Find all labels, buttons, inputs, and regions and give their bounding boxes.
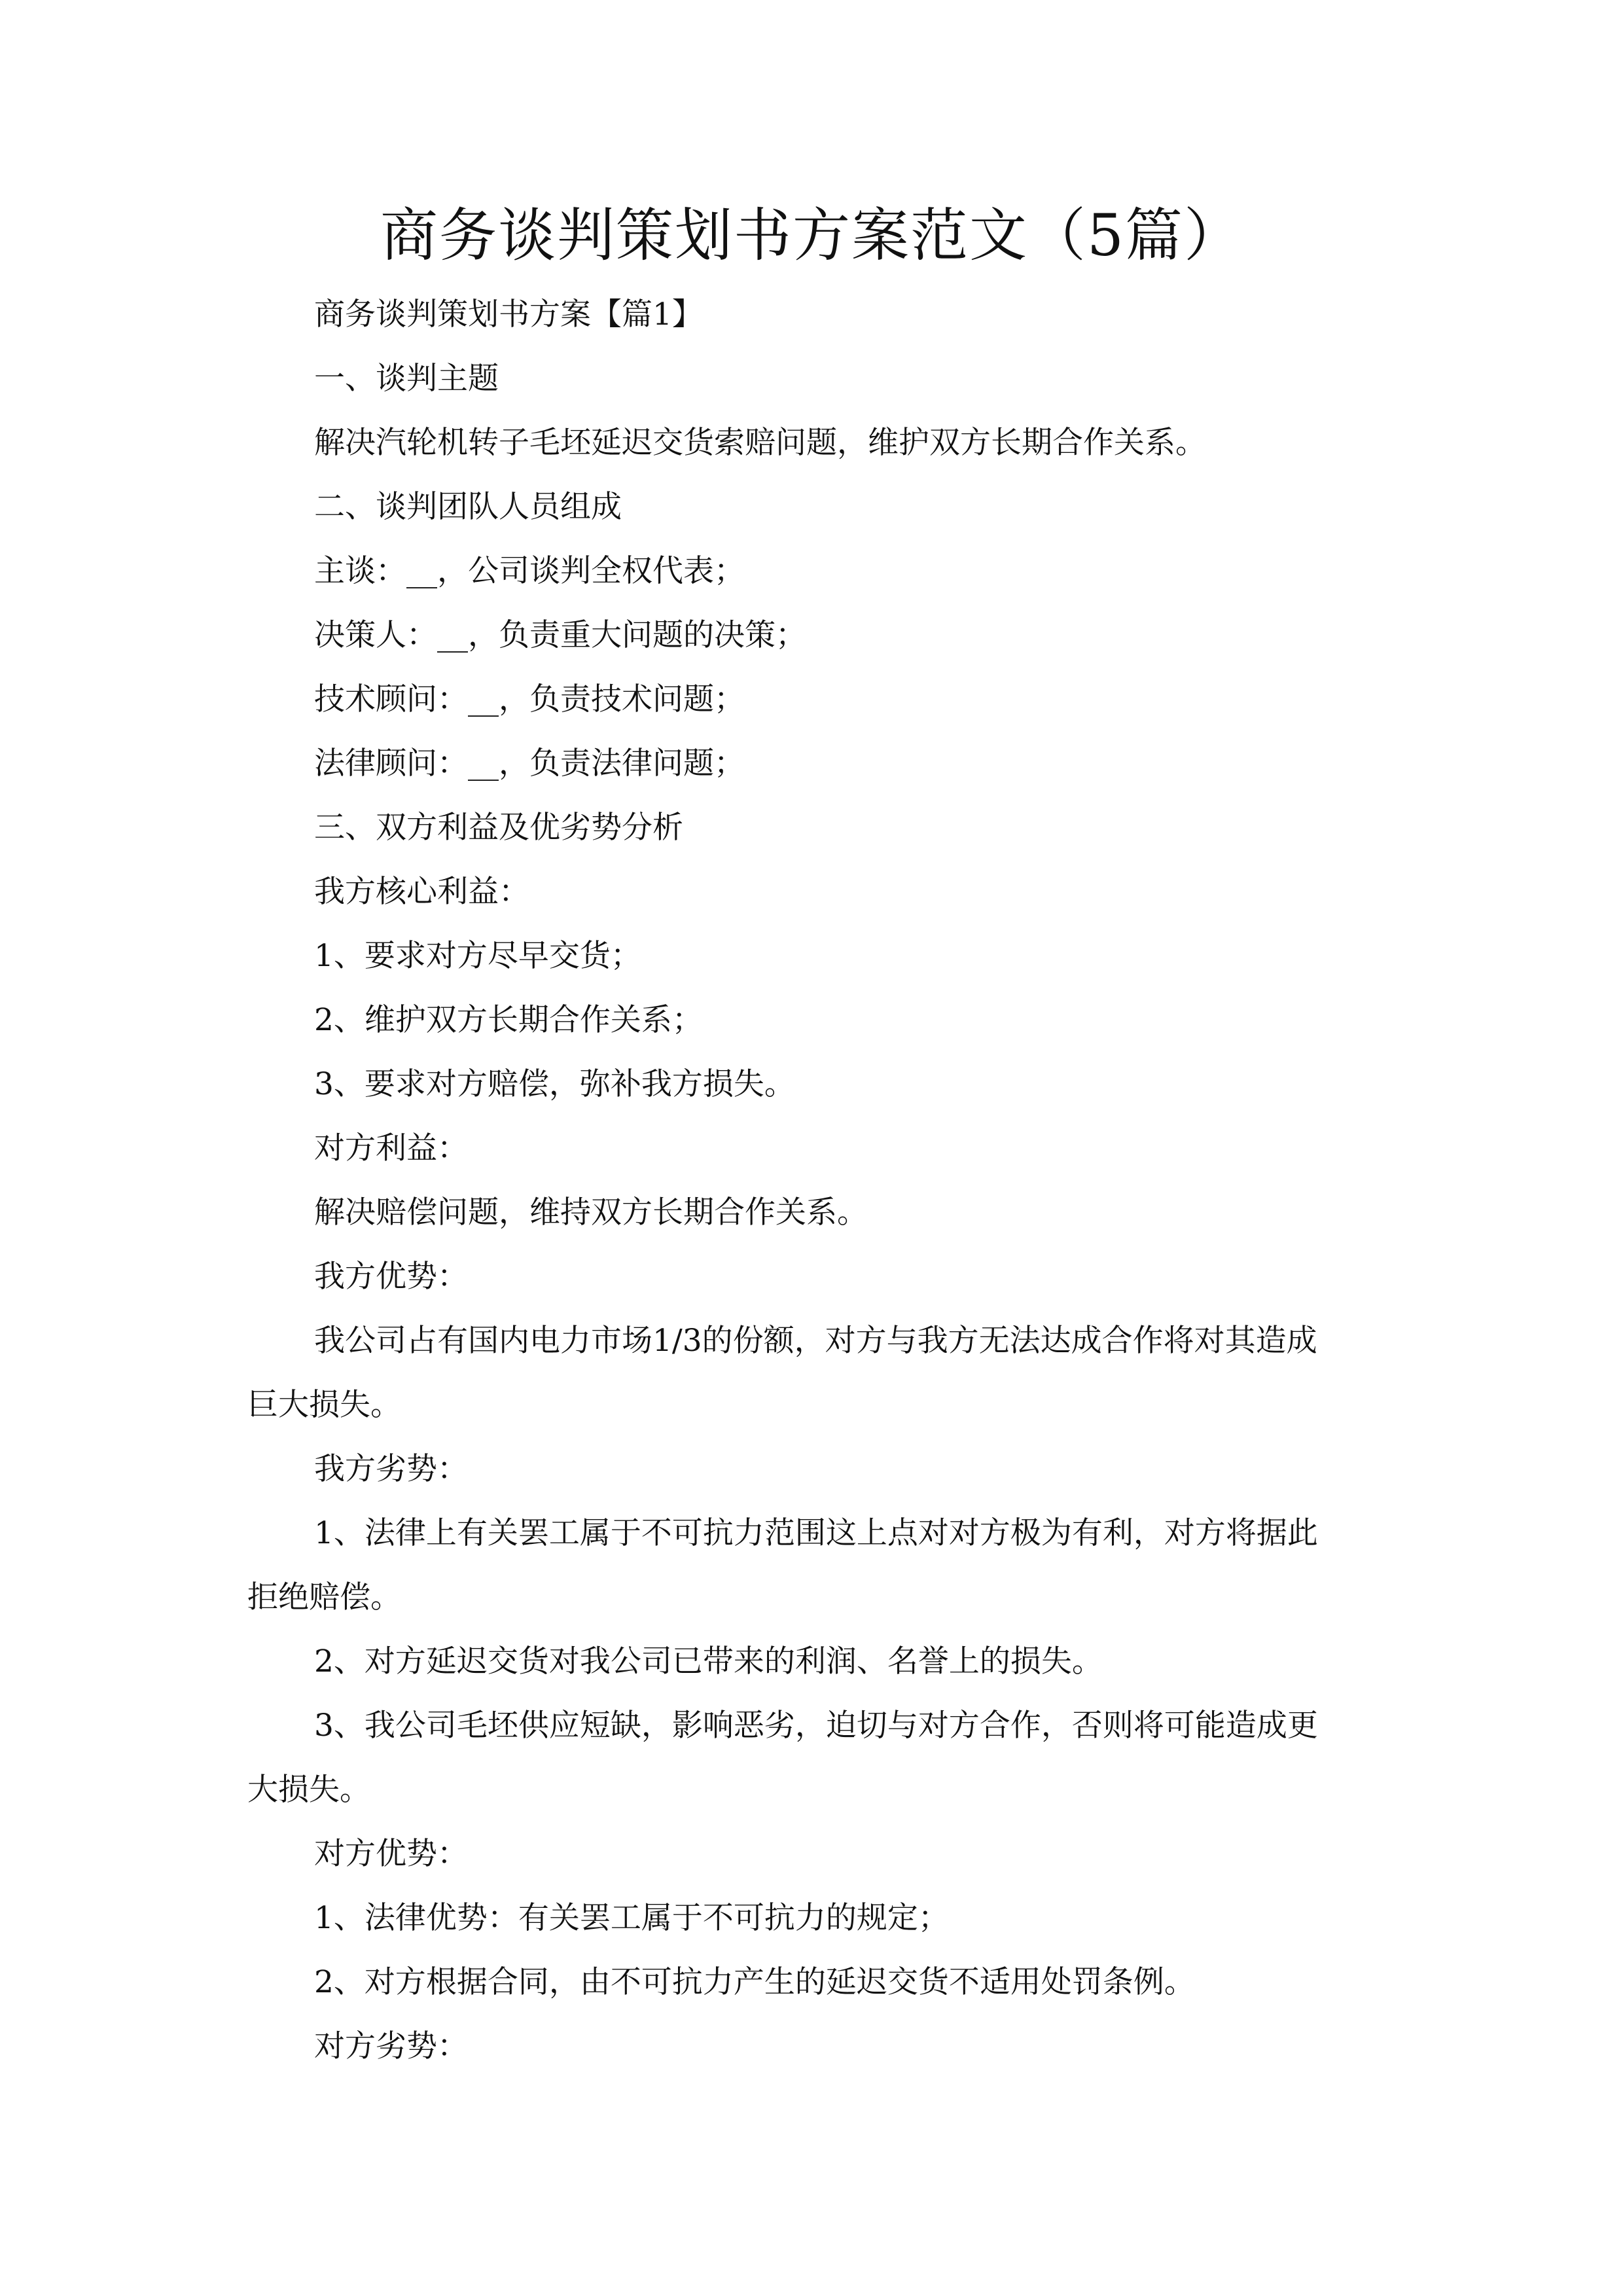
paragraph-line: 决策人：__，负责重大问题的决策； [314,617,806,653]
paragraph-line: 二、谈判团队人员组成 [314,489,622,525]
paragraph-line: 3、要求对方赔偿，弥补我方损失。 [314,1066,795,1102]
paragraph-line: 解决赔偿问题，维持双方长期合作关系。 [314,1194,868,1230]
paragraph-line: 2、维护双方长期合作关系； [314,1002,703,1038]
paragraph-line: 对方利益： [314,1130,468,1166]
paragraph-line: 我方核心利益： [314,874,529,910]
paragraph-line: 对方劣势： [314,2028,468,2064]
document-title: 商务谈判策划书方案范文（5篇） [380,202,1243,269]
paragraph-line: 法律顾问：__，负责法律问题； [314,745,745,781]
paragraph-line: 1、法律上有关罢工属于不可抗力范围这上点对对方极为有利，对方将据此 [314,1515,1318,1551]
paragraph-line: 主谈：__，公司谈判全权代表； [314,553,745,589]
paragraph-line: 巨大损失。 [247,1387,401,1423]
paragraph-line: 2、对方延迟交货对我公司已带来的利润、名誉上的损失。 [314,1643,1103,1679]
paragraph-line: 我方优势： [314,1259,468,1295]
paragraph-line: 三、双方利益及优劣势分析 [314,810,683,846]
paragraph-line: 大损失。 [247,1772,370,1808]
paragraph-line: 解决汽轮机转子毛坯延迟交货索赔问题，维护双方长期合作关系。 [314,425,1206,461]
paragraph-line: 2、对方根据合同，由不可抗力产生的延迟交货不适用处罚条例。 [314,1964,1195,2000]
paragraph-line: 商务谈判策划书方案【篇1】 [314,296,703,332]
paragraph-line: 1、要求对方尽早交货； [314,938,641,974]
paragraph-line: 3、我公司毛坯供应短缺，影响恶劣，迫切与对方合作，否则将可能造成更 [314,1708,1318,1744]
document-body [247,283,1393,2079]
paragraph-line: 对方优势： [314,1836,468,1872]
paragraph-line: 一、谈判主题 [314,361,499,397]
paragraph-line: 技术顾问：__，负责技术问题； [314,681,745,717]
paragraph-line: 拒绝赔偿。 [247,1579,401,1615]
paragraph-line: 我方劣势： [314,1451,468,1487]
paragraph-line: 我公司占有国内电力市场1/3的份额，对方与我方无法达成合作将对其造成 [314,1323,1317,1359]
paragraph-line: 1、法律优势：有关罢工属于不可抗力的规定； [314,1900,949,1936]
